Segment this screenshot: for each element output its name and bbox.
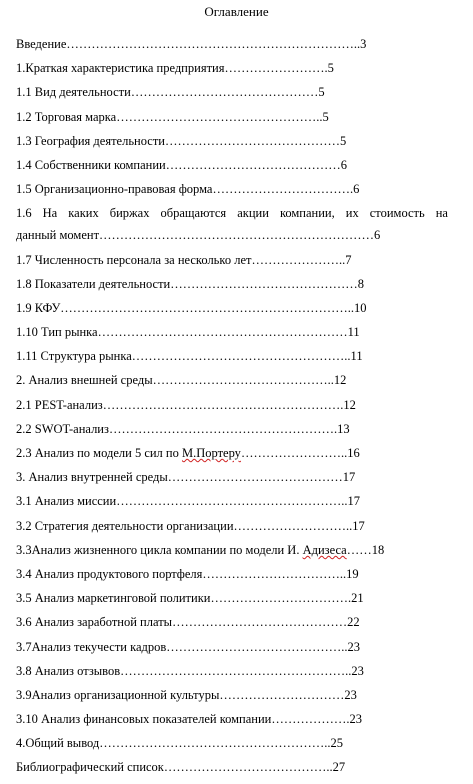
toc-entry [16, 251, 448, 275]
toc-entry-text: 2. Анализ внешней среды……………………………………..12 [16, 373, 347, 388]
toc-entry [16, 565, 448, 589]
toc-entry [16, 468, 448, 492]
toc-entry-text: 1.9 КФУ……………………………………………………………..10 [16, 300, 367, 315]
toc-entry [16, 323, 448, 347]
toc-entry-text: 3.8 Анализ отзывов………………………………………………..23 [16, 663, 364, 678]
toc-entry-text: Библиографический список…………………………………..27 [16, 760, 346, 775]
toc-entry [16, 83, 448, 107]
toc-entry [16, 734, 448, 758]
toc-entry [16, 492, 448, 516]
toc-entry-text: 3.4 Анализ продуктового портфеля……………………………..19 [16, 566, 359, 581]
toc-entry-leader: ……18 [346, 542, 385, 557]
toc-entry-text: 1.4 Собственники компании……………………………………6 [16, 157, 347, 172]
toc-list [16, 35, 448, 783]
toc-entry-text: 1.1 Вид деятельности………………………………………5 [16, 85, 325, 100]
toc-entry-text: 1.3 География деятельности……………………………………5 [16, 133, 347, 148]
toc-entry-text: 1.7 Численность персонала за несколько лет…………………..7 [16, 252, 352, 267]
toc-entry [16, 108, 448, 132]
toc-entry-text: 3.5 Анализ маркетинговой политики…………………………….21 [16, 591, 364, 606]
toc-entry [16, 156, 448, 180]
toc-entry [16, 444, 448, 468]
toc-entry [16, 541, 448, 565]
toc-entry-text: 3.6 Анализ заработной платы……………………………………22 [16, 615, 360, 630]
toc-entry [16, 347, 448, 371]
toc-entry-text: Введение……………………………………………………………..3 [16, 37, 367, 51]
toc-entry [16, 589, 448, 613]
toc-entry [16, 132, 448, 156]
toc-entry-text: 3.2 Стратегия деятельности организации………………………..17 [16, 518, 365, 533]
toc-entry [16, 710, 448, 734]
toc-entry-text: 1.8 Показатели деятельности………………………………………8 [16, 276, 364, 291]
toc-entry [16, 758, 448, 782]
toc-entry [16, 517, 448, 541]
toc-entry-wrapped [16, 204, 448, 226]
toc-entry [16, 686, 448, 710]
toc-entry-text: 1.6 На каких биржах обращаются акции компании, их стоимость на [16, 206, 448, 221]
toc-entry-text: 4.Общий вывод………………………………………………..25 [16, 736, 344, 751]
toc-entry [16, 59, 448, 83]
toc-entry [16, 180, 448, 204]
toc-entry [16, 275, 448, 299]
toc-entry-text: 3. Анализ внутренней среды……………………………………17 [16, 470, 356, 485]
toc-entry-text: 3.1 Анализ миссии………………………………………………..17 [16, 494, 360, 509]
toc-entry-text: 1.Краткая характеристика предприятия…………………….5 [16, 61, 334, 76]
toc-entry [16, 299, 448, 323]
toc-entry [16, 638, 448, 662]
toc-entry-text: 3.9Анализ организационной культуры…………………………23 [16, 687, 357, 702]
toc-entry-text: 1.5 Организационно-правовая форма…………………………….6 [16, 182, 360, 197]
spellcheck-marked-word: М.Портеру [181, 446, 241, 460]
toc-entry-text: данный момент…………………………………………………………6 [16, 228, 381, 243]
toc-entry-text: 1.2 Торговая марка…………………………………………..5 [16, 109, 329, 124]
toc-entry [16, 371, 448, 395]
toc-entry-text: 3.10 Анализ финансовых показателей компании……………….23 [16, 712, 362, 727]
toc-entry-text: 1.10 Тип рынка……………………………………………………11 [16, 325, 360, 340]
toc-entry-text: 2.3 Анализ по модели 5 сил по [16, 446, 182, 460]
toc-entry-leader: ……………………..16 [240, 446, 360, 460]
toc-entry-text: 3.7Анализ текучести кадров……………………………………..23 [16, 639, 361, 654]
toc-title: Оглавление [204, 4, 269, 19]
toc-entry [16, 35, 448, 59]
toc-entry-text: 2.1 PEST-анализ………………………………………………….12 [16, 397, 356, 412]
spellcheck-marked-word: Адизеса [302, 542, 347, 557]
toc-entry-text: 3.3Анализ жизненного цикла компании по модели И. [16, 542, 303, 557]
toc-entry-text: 2.2 SWOT-анализ……………………………………………….13 [16, 421, 350, 436]
toc-entry [16, 613, 448, 637]
toc-entry-continuation [16, 226, 448, 250]
toc-entry-text: 1.11 Структура рынка……………………………………………..11 [16, 349, 363, 364]
toc-entry [16, 420, 448, 444]
toc-entry [16, 662, 448, 686]
toc-entry [16, 396, 448, 420]
